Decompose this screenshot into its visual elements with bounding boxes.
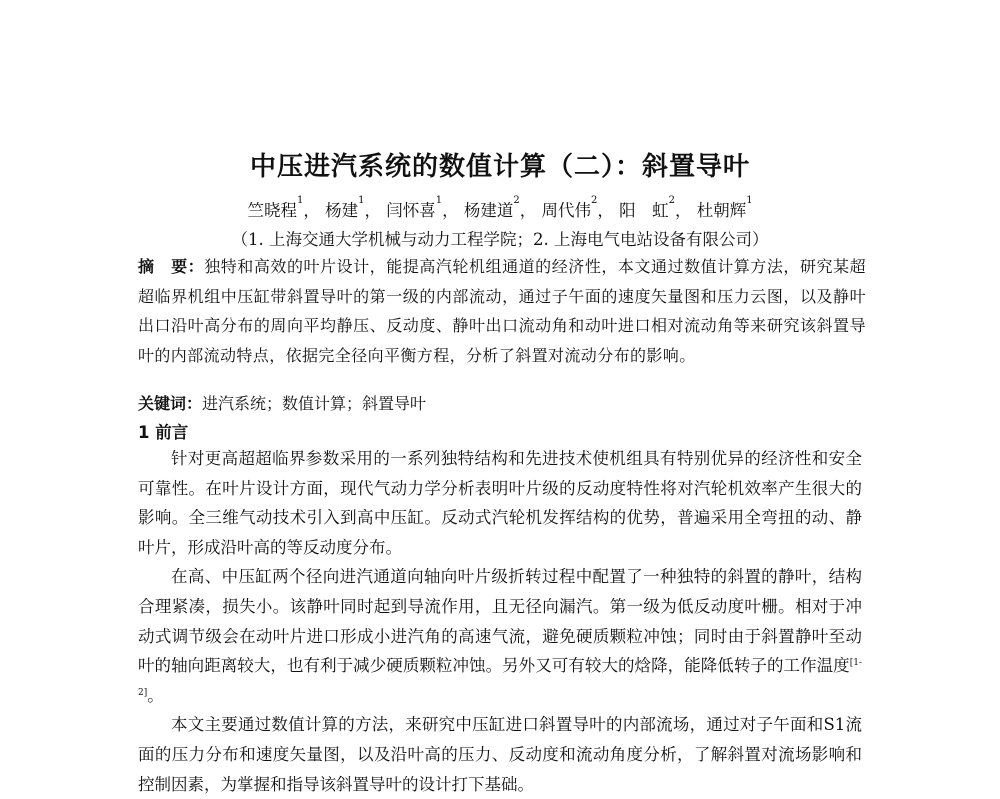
paragraph: 针对更高超超临界参数采用的一系列独特结构和先进技术使机组具有特别优异的经济性和安全可靠性。在叶片设计方面，现代气动力学分析表明叶片级的反动度特性将对汽轮机效率产生很大的影响。全三维气动技术引入到高中压缸。反动式汽轮机发挥结构的优势，普遍采用全弯扭的动、静叶片，形成沿叶高的等反动度分布。 xyxy=(138,449,862,557)
paragraph: 本文主要通过数值计算的方法，来研究中压缸进口斜置导叶的内部流场，通过对子午面和S1流面的压力分布和速度矢量图，以及沿叶高的压力、反动度和流动角度分析，了解斜置对流场影响和控制因素，为掌握和指导该斜置导叶的设计打下基础。 xyxy=(138,715,862,794)
author: 闫怀喜$^1$ xyxy=(386,195,443,220)
abstract-label: 摘 要： xyxy=(138,257,205,276)
abstract-text: 独特和高效的叶片设计，能提高汽轮机组通道的经济性，本文通过数值计算方法，研究某超超临界机组中压缸带斜置导叶的第一级的内部流动，通过子午面的速度矢量图和压力云图，以及静叶出口沿叶高分布的周向平均静压、反动度、静叶出口流动角和动叶进口相对流动角等来研究该斜置导叶的内部流动特点，依据完全径向平衡方程，分析了斜置对流动分布的影响。 xyxy=(138,257,866,365)
affiliation: （1. 上海交通大学机械与动力工程学院；2. 上海电气电站设备有限公司） xyxy=(231,230,769,249)
body-text xyxy=(138,444,862,799)
citation: [1-2] xyxy=(138,658,862,698)
author: 杨建道$^2$ xyxy=(463,195,520,220)
author: 杜朝辉$^1$ xyxy=(696,195,753,220)
author-list: 竺晓程$^1$， 杨建$^1$， 闫怀喜$^1$， 杨建道$^2$， 周代伟$^2$， 阳 虹$^2$， 杜朝辉$^1$ xyxy=(247,195,753,220)
keywords xyxy=(138,391,866,414)
section-heading: 1 前言 xyxy=(138,423,189,442)
author: 阳 虹$^2$ xyxy=(619,195,675,220)
author: 竺晓程$^1$ xyxy=(247,195,304,220)
keywords-text: 进汽系统；数值计算；斜置导叶 xyxy=(202,394,427,413)
author: 周代伟$^2$ xyxy=(541,195,598,220)
author: 杨建$^1$ xyxy=(325,195,365,220)
paragraph: 在高、中压缸两个径向进汽通道向轴向叶片级折转过程中配置了一种独特的斜置的静叶，结构合理紧凑，损失小。该静叶同时起到导流作用，且无径向漏汽。第一级为低反动度叶栅。相对于冲动式调节级会在动叶片进口形成小进汽角的高速气流，避免硬质颗粒冲蚀；同时由于斜置静叶至动叶的轴向距离较大，也有利于减少硬质颗粒冲蚀。另外又可有较大的焓降，能降低转子的工作温度[1-2]。 xyxy=(138,567,862,705)
keywords-label: 关键词： xyxy=(138,394,203,413)
abstract xyxy=(138,252,866,370)
paper-title: 中压进汽系统的数值计算（二）：斜置导叶 xyxy=(249,152,750,182)
